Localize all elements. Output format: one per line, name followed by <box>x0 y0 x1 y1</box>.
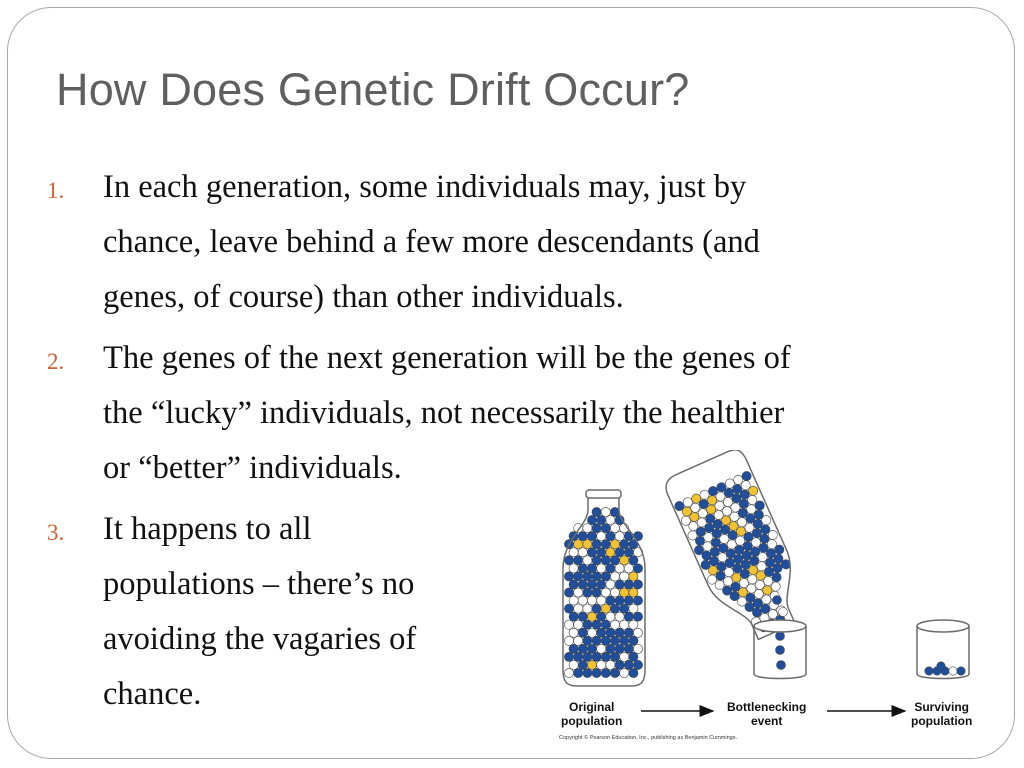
bead <box>615 644 624 653</box>
bead <box>597 580 606 589</box>
bead <box>583 620 592 629</box>
bead <box>633 580 642 589</box>
bead <box>564 620 573 629</box>
bead <box>597 548 606 557</box>
original-bottle-neck <box>586 490 621 498</box>
bead <box>633 596 642 605</box>
list-line: In each generation, some individuals may, just by <box>103 169 747 205</box>
bead <box>620 556 629 565</box>
bead <box>592 652 601 661</box>
bead <box>592 668 601 677</box>
label-line: population <box>911 714 973 728</box>
bead <box>564 668 573 677</box>
list-line: populations – there’s no <box>103 566 415 602</box>
bead <box>629 572 638 581</box>
bead <box>574 652 583 661</box>
bead <box>773 596 782 605</box>
bead <box>620 604 629 613</box>
bead <box>606 628 615 637</box>
bead <box>601 604 610 613</box>
bead <box>578 644 587 653</box>
bead <box>578 548 587 557</box>
bead <box>606 532 615 541</box>
bead <box>624 660 633 669</box>
bead <box>597 644 606 653</box>
bead <box>620 572 629 581</box>
bead <box>587 564 596 573</box>
bead <box>592 507 601 516</box>
bead <box>587 596 596 605</box>
bead <box>601 507 610 516</box>
bead <box>615 660 624 669</box>
label-line: Bottlenecking <box>727 700 807 714</box>
list-number: 3. <box>47 520 65 545</box>
surviving-cup-rim <box>917 620 969 632</box>
list-line: chance, leave behind a few more descendants (and <box>103 224 760 260</box>
bead <box>606 596 615 605</box>
bead <box>578 628 587 637</box>
bead <box>578 580 587 589</box>
bead <box>610 636 619 645</box>
bead <box>949 667 957 675</box>
bead <box>610 540 619 549</box>
list-number: 2. <box>47 349 65 374</box>
bead <box>574 668 583 677</box>
original-population-label <box>561 700 622 728</box>
bead <box>615 612 624 621</box>
bead <box>610 652 619 661</box>
bead <box>606 644 615 653</box>
bead <box>583 588 592 597</box>
bead <box>624 548 633 557</box>
bottleneck-illustration <box>555 450 995 750</box>
bead <box>937 662 945 670</box>
bead <box>569 596 578 605</box>
bead <box>583 540 592 549</box>
bead <box>574 556 583 565</box>
bead <box>583 524 592 533</box>
list-line: genes, of course) than other individuals. <box>103 279 624 315</box>
bead <box>597 612 606 621</box>
bead <box>620 540 629 549</box>
bead <box>629 636 638 645</box>
bead <box>587 644 596 653</box>
bead <box>610 620 619 629</box>
bottlenecking-event-label <box>727 700 806 728</box>
bead <box>574 572 583 581</box>
bead <box>574 620 583 629</box>
bead <box>578 532 587 541</box>
bead <box>569 564 578 573</box>
bead <box>601 668 610 677</box>
bead <box>587 548 596 557</box>
bead <box>583 652 592 661</box>
bead <box>606 564 615 573</box>
bead <box>583 668 592 677</box>
bead <box>569 644 578 653</box>
bead <box>620 652 629 661</box>
bead <box>629 620 638 629</box>
bead <box>633 660 642 669</box>
bead <box>615 628 624 637</box>
bead <box>925 667 933 675</box>
bead <box>574 636 583 645</box>
bead <box>629 588 638 597</box>
bead <box>624 612 633 621</box>
bead <box>578 660 587 669</box>
bead <box>578 612 587 621</box>
bead <box>587 532 596 541</box>
bead <box>597 596 606 605</box>
bead <box>610 604 619 613</box>
bead <box>597 532 606 541</box>
bead <box>592 604 601 613</box>
bead <box>597 564 606 573</box>
bead <box>633 628 642 637</box>
bead <box>615 596 624 605</box>
bead <box>587 515 596 524</box>
bead <box>615 548 624 557</box>
bead <box>592 540 601 549</box>
label-line: population <box>561 714 623 728</box>
bead <box>578 596 587 605</box>
bead <box>629 556 638 565</box>
bead <box>777 661 786 670</box>
bead <box>592 588 601 597</box>
bead <box>569 660 578 669</box>
bead <box>601 556 610 565</box>
bead <box>583 636 592 645</box>
bead <box>615 532 624 541</box>
bead <box>587 612 596 621</box>
bead <box>624 644 633 653</box>
bead <box>624 596 633 605</box>
surviving-population-beads <box>925 662 965 675</box>
list-line: the “lucky” individuals, not necessarily the healthier <box>103 395 785 431</box>
bead <box>633 644 642 653</box>
bead <box>564 588 573 597</box>
bead <box>583 604 592 613</box>
bead <box>601 652 610 661</box>
list-line: chance. <box>103 676 202 712</box>
bead <box>610 572 619 581</box>
bead <box>610 588 619 597</box>
bead <box>620 588 629 597</box>
bead <box>779 608 788 617</box>
list-line: The genes of the next generation will be the genes of <box>103 340 791 376</box>
label-line: event <box>750 714 783 728</box>
bead <box>633 564 642 573</box>
bead <box>610 524 619 533</box>
bead <box>601 540 610 549</box>
bead <box>597 660 606 669</box>
bead <box>564 572 573 581</box>
bead <box>620 636 629 645</box>
bead <box>601 636 610 645</box>
bead <box>606 515 615 524</box>
list-line: avoiding the vagaries of <box>103 621 417 657</box>
tilted-bottle <box>662 450 815 649</box>
bead <box>592 620 601 629</box>
bead <box>615 564 624 573</box>
bead <box>592 572 601 581</box>
bead <box>564 652 573 661</box>
bead <box>578 564 587 573</box>
bead <box>624 628 633 637</box>
bead <box>606 580 615 589</box>
bead <box>569 548 578 557</box>
bead <box>574 604 583 613</box>
bead <box>606 660 615 669</box>
bead <box>564 636 573 645</box>
bead <box>592 524 601 533</box>
surviving-population-label <box>911 700 972 728</box>
bead <box>601 524 610 533</box>
bead <box>610 507 619 516</box>
bead <box>564 556 573 565</box>
bead <box>583 572 592 581</box>
bead <box>620 620 629 629</box>
bead <box>587 580 596 589</box>
bead <box>629 668 638 677</box>
bead <box>629 652 638 661</box>
bead <box>569 628 578 637</box>
bead <box>587 660 596 669</box>
bead <box>633 612 642 621</box>
bead <box>574 588 583 597</box>
list-line: or “better” individuals. <box>103 450 402 486</box>
copyright-notice: Copyright © Pearson Education, Inc., publishing as Benjamin Cummings. <box>559 735 738 741</box>
bead <box>569 580 578 589</box>
bead <box>597 628 606 637</box>
bead <box>620 668 629 677</box>
bead <box>592 556 601 565</box>
bead <box>574 540 583 549</box>
bead <box>564 604 573 613</box>
bead <box>776 632 785 641</box>
bead <box>601 588 610 597</box>
bead <box>615 580 624 589</box>
bead <box>606 548 615 557</box>
bead <box>610 668 619 677</box>
bead <box>569 612 578 621</box>
bead <box>957 667 965 675</box>
bead <box>610 556 619 565</box>
bead <box>606 612 615 621</box>
bead <box>583 556 592 565</box>
label-line: Original <box>568 700 615 714</box>
slide-title: How Does Genetic Drift Occur? <box>56 64 690 115</box>
list-line: It happens to all <box>103 511 312 547</box>
bead <box>601 620 610 629</box>
bead <box>601 572 610 581</box>
bottleneck-cup-rim <box>754 620 806 632</box>
tilted-bottle-beads <box>673 470 811 644</box>
label-line: Surviving <box>914 700 969 714</box>
bead <box>587 628 596 637</box>
bead <box>629 604 638 613</box>
bead <box>597 515 606 524</box>
bead <box>776 646 785 655</box>
bead <box>624 580 633 589</box>
list-number: 1. <box>47 178 65 203</box>
bead <box>624 564 633 573</box>
bead <box>592 636 601 645</box>
